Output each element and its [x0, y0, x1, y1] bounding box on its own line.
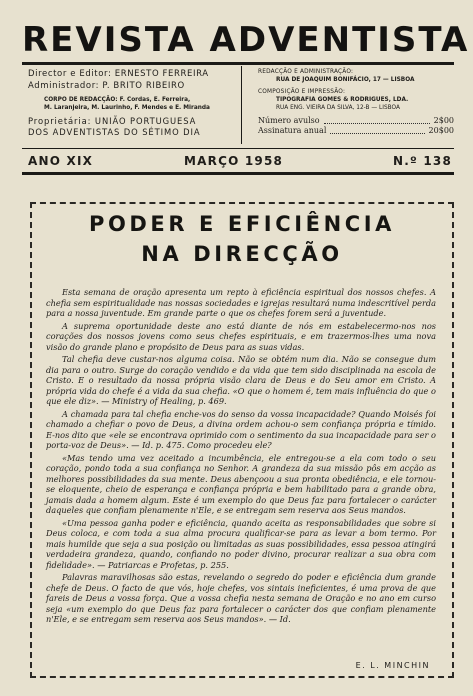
article-paragraph: Palavras maravilhosas são estas, revelando o segredo do poder e eficiência dum grande chefe de Deus. O facto de que vós, hoje chefes, vos sintais ineficientes, é uma prova de que fareis de Deus a vossa força. Que a vossa chefia nesta semana de Oração e no ano em curso seja «um exemplo do que Deus faz para fortalecer o carácter dos que confiam plenamente n'Ele, e se entregam sem reserva aos Seus mandos». — Id. [46, 572, 436, 624]
owner-line-1: Proprietária: UNIÃO PORTUGUESA [28, 116, 197, 126]
print-label: COMPOSIÇÃO E IMPRESSÃO: [258, 89, 346, 95]
header-divider [241, 66, 242, 144]
masthead-rule [22, 62, 454, 65]
contact-info [258, 68, 454, 136]
owner-line-2: DOS ADVENTISTAS DO SÉTIMO DIA [28, 127, 201, 137]
article-paragraph: «Mas tendo uma vez aceitado a incumbência, ele entregou-se a ela com todo o seu coração, pondo toda a sua confiança no Senhor. A grandeza da sua missão pôs em acção as melhores possibilidades da sua mente. Deus abençoou a sua pronta obediência, e ele tornou-se eloquente, cheio de esperança e confiança própria e bem habilitado para a grande obra, jamais dada a homem algum. Este é um exemplo do que Deus faz para fortalecer o carácter daqueles que confiam plenamente n'Ele, e se entregam sem reserva aos Seus mandos. [46, 452, 436, 515]
article-paragraph: «Uma pessoa ganha poder e eficiência, quando aceita as responsabilidades que sobre si Deus coloca, e com toda a sua alma procura qualificar-se para as levar a bom termo. Por mais humilde que seja a sua posição ou limitadas as suas possibilidades, essa pessoa atingirá verdadeira grandeza, quando, confiando no poder divino, procurar realizar a sua obra com fidelidade». — Patriarcas e Profetas, p. 255. [46, 517, 436, 570]
redaction-address: RUA DE JOAQUIM BONIFÁCIO, 17 — LISBOA [276, 77, 415, 83]
price-value: 20$00 [428, 126, 454, 135]
redaction-label: REDACÇÃO E ADMINISTRAÇÃO: [258, 69, 354, 75]
price-row [258, 126, 454, 136]
article-paragraph: A suprema oportunidade deste ano está diante de nós em estabelecermo-nos nos corações dos nossos jovens como seus chefes espirituais, e em trazermos-lhes uma nova visão do grande plano e propósito de Deus para as suas vidas. [46, 320, 436, 352]
board-line-1: CORPO DE REDACÇÃO: F. Cordas, E. Ferreira, [44, 97, 191, 103]
admin-line: Administrador: P. BRITO RIBEIRO [28, 81, 185, 91]
article-paragraph: Esta semana de oração apresenta um repto à eficiência espiritual dos nossos chefes. A chefia sem espiritualidade nas nossas sociedades e igrejas resultará numa indescritível perda para a nossa juventude. Em grande parte o que os chefes forem será a juventude. [46, 287, 436, 318]
issue-number: N.º 138 [393, 154, 452, 168]
article-author: E. L. MINCHIN [355, 661, 430, 670]
price-row [258, 116, 454, 126]
article-paragraph: Tal chefia deve custar-nos alguma coisa. Não se obtém num dia. Não se consegue dum dia para o outro. Surge do coração vendido e da vida que tem sido disciplinada na escola de Cristo. E o resultado da nossa própria visão clara de Deus e do Seu amor em Cristo. A própria vida do chefe é a vida da sua chefia. «O que o homem é, tem mais influência do que o que ele diz». — Ministry of Healing, p. 469. [46, 354, 436, 406]
price-label: Número avulso [258, 116, 320, 125]
issue-rule-bottom [22, 172, 454, 175]
price-label: Assinatura anual [258, 126, 327, 135]
editorial-info [28, 68, 240, 138]
article-title-line-1: PODER E EFICIÊNCIA [88, 212, 396, 236]
issue-date: MARÇO 1958 [184, 154, 284, 168]
price-value: 2$00 [433, 116, 454, 125]
article-body [46, 287, 436, 627]
issue-year: ANO XIX [28, 154, 94, 168]
article-title-line-2: NA DIRECÇÃO [141, 242, 343, 266]
director-line: Director e Editor: ERNESTO FERREIRA [28, 69, 209, 79]
printer-name: TIPOGRAFIA GOMES & RODRIGUES, LDA. [276, 97, 409, 103]
issue-rule-top [22, 148, 454, 149]
article-paragraph: A chamada para tal chefia enche-vos do senso da vossa incapacidade? Quando Moisés foi chamado a chefiar o povo de Deus, a divina ordem achou-o sem confiança própria e tímido. E-nos dito que «ele se encontrava oprimido com o sentimento da sua incapacidade para ser o porta-voz de Deus». — Id. p. 475. Como procedeu ele? [46, 408, 436, 450]
masthead-title: REVISTA ADVENTISTA [22, 20, 470, 60]
board-line-2: M. Laranjeira, M. Laurinho, F. Mendes e E. Miranda [44, 105, 210, 111]
issue-bar [28, 154, 452, 170]
printer-address: RUA ENG. VIEIRA DA SILVA, 12-B — LISBOA [276, 105, 400, 111]
